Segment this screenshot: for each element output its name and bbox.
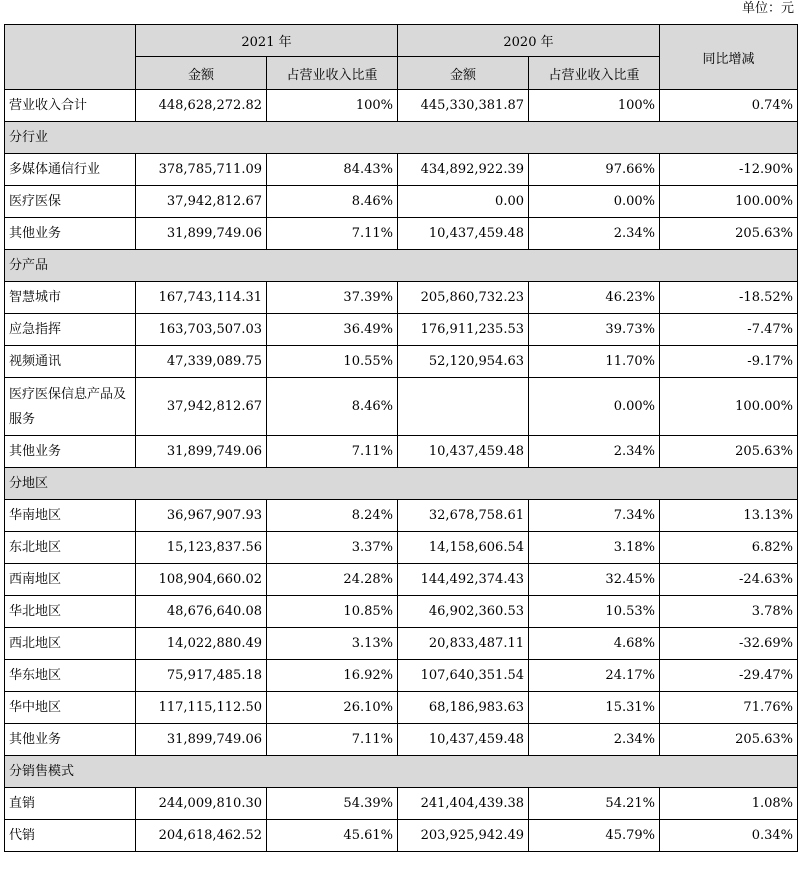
table-row xyxy=(5,788,798,820)
ratio-2021: 8.24% xyxy=(267,500,398,532)
ratio-2020: 54.21% xyxy=(529,788,660,820)
table-row xyxy=(5,564,798,596)
row-label: 华东地区 xyxy=(5,660,136,692)
amount-2020: 241,404,439.38 xyxy=(398,788,529,820)
ratio-2020: 97.66% xyxy=(529,154,660,186)
section-title: 分地区 xyxy=(5,468,798,500)
row-label: 直销 xyxy=(5,788,136,820)
table-row xyxy=(5,660,798,692)
amount-2020: 144,492,374.43 xyxy=(398,564,529,596)
header-amount-2021: 金额 xyxy=(136,57,267,90)
yoy-change: 6.82% xyxy=(660,532,798,564)
amount-2021: 31,899,749.06 xyxy=(136,724,267,756)
ratio-2020: 45.79% xyxy=(529,820,660,852)
row-label: 代销 xyxy=(5,820,136,852)
amount-2021: 378,785,711.09 xyxy=(136,154,267,186)
amount-2020: 32,678,758.61 xyxy=(398,500,529,532)
section-title: 分行业 xyxy=(5,122,798,154)
amount-2020: 52,120,954.63 xyxy=(398,346,529,378)
ratio-2021: 84.43% xyxy=(267,154,398,186)
table-row xyxy=(5,314,798,346)
header-empty-cell xyxy=(5,25,136,90)
amount-2021: 108,904,660.02 xyxy=(136,564,267,596)
ratio-2021: 16.92% xyxy=(267,660,398,692)
revenue-table xyxy=(4,24,798,852)
header-ratio-2020: 占营业收入比重 xyxy=(529,57,660,90)
unit-label: 单位：元 xyxy=(741,1,794,16)
row-label: 营业收入合计 xyxy=(5,90,136,122)
amount-2021: 37,942,812.67 xyxy=(136,378,267,436)
ratio-2021: 10.85% xyxy=(267,596,398,628)
yoy-change: 205.63% xyxy=(660,436,798,468)
table-row xyxy=(5,218,798,250)
ratio-2020: 0.00% xyxy=(529,186,660,218)
section-header-row xyxy=(5,756,798,788)
table-row xyxy=(5,692,798,724)
amount-2020: 0.00 xyxy=(398,186,529,218)
yoy-change: 205.63% xyxy=(660,218,798,250)
amount-2020: 107,640,351.54 xyxy=(398,660,529,692)
row-label: 华中地区 xyxy=(5,692,136,724)
ratio-2020: 2.34% xyxy=(529,724,660,756)
amount-2020: 46,902,360.53 xyxy=(398,596,529,628)
row-label: 应急指挥 xyxy=(5,314,136,346)
amount-2020 xyxy=(398,378,529,436)
ratio-2020: 11.70% xyxy=(529,346,660,378)
ratio-2021: 8.46% xyxy=(267,378,398,436)
row-label: 智慧城市 xyxy=(5,282,136,314)
table-row xyxy=(5,154,798,186)
yoy-change: -7.47% xyxy=(660,314,798,346)
ratio-2020: 10.53% xyxy=(529,596,660,628)
amount-2020: 10,437,459.48 xyxy=(398,724,529,756)
amount-2021: 204,618,462.52 xyxy=(136,820,267,852)
ratio-2021: 37.39% xyxy=(267,282,398,314)
section-title: 分产品 xyxy=(5,250,798,282)
section-header-row xyxy=(5,122,798,154)
table-row xyxy=(5,820,798,852)
row-label: 西北地区 xyxy=(5,628,136,660)
yoy-change: -29.47% xyxy=(660,660,798,692)
amount-2021: 14,022,880.49 xyxy=(136,628,267,660)
ratio-2021: 3.37% xyxy=(267,532,398,564)
amount-2020: 68,186,983.63 xyxy=(398,692,529,724)
ratio-2021: 45.61% xyxy=(267,820,398,852)
amount-2020: 14,158,606.54 xyxy=(398,532,529,564)
yoy-change: -24.63% xyxy=(660,564,798,596)
table-row xyxy=(5,628,798,660)
table-row xyxy=(5,724,798,756)
amount-2020: 10,437,459.48 xyxy=(398,436,529,468)
ratio-2020: 32.45% xyxy=(529,564,660,596)
amount-2021: 75,917,485.18 xyxy=(136,660,267,692)
header-yoy: 同比增减 xyxy=(660,25,798,90)
row-label: 视频通讯 xyxy=(5,346,136,378)
row-label: 其他业务 xyxy=(5,218,136,250)
amount-2020: 10,437,459.48 xyxy=(398,218,529,250)
ratio-2020: 24.17% xyxy=(529,660,660,692)
row-label: 东北地区 xyxy=(5,532,136,564)
ratio-2021: 26.10% xyxy=(267,692,398,724)
amount-2021: 448,628,272.82 xyxy=(136,90,267,122)
ratio-2021: 54.39% xyxy=(267,788,398,820)
yoy-change: -9.17% xyxy=(660,346,798,378)
amount-2021: 244,009,810.30 xyxy=(136,788,267,820)
amount-2020: 205,860,732.23 xyxy=(398,282,529,314)
amount-2021: 167,743,114.31 xyxy=(136,282,267,314)
ratio-2020: 7.34% xyxy=(529,500,660,532)
ratio-2020: 4.68% xyxy=(529,628,660,660)
row-label: 西南地区 xyxy=(5,564,136,596)
ratio-2020: 2.34% xyxy=(529,218,660,250)
ratio-2020: 3.18% xyxy=(529,532,660,564)
yoy-change: 71.76% xyxy=(660,692,798,724)
row-label: 其他业务 xyxy=(5,436,136,468)
yoy-change: -12.90% xyxy=(660,154,798,186)
header-ratio-2021: 占营业收入比重 xyxy=(267,57,398,90)
amount-2021: 31,899,749.06 xyxy=(136,436,267,468)
amount-2020: 20,833,487.11 xyxy=(398,628,529,660)
amount-2021: 15,123,837.56 xyxy=(136,532,267,564)
ratio-2020: 39.73% xyxy=(529,314,660,346)
ratio-2020: 0.00% xyxy=(529,378,660,436)
ratio-2021: 3.13% xyxy=(267,628,398,660)
ratio-2021: 8.46% xyxy=(267,186,398,218)
ratio-2021: 10.55% xyxy=(267,346,398,378)
yoy-change: -18.52% xyxy=(660,282,798,314)
section-title: 分销售模式 xyxy=(5,756,798,788)
ratio-2020: 46.23% xyxy=(529,282,660,314)
table-row xyxy=(5,596,798,628)
table-row xyxy=(5,378,798,436)
row-label: 华南地区 xyxy=(5,500,136,532)
yoy-change: 0.34% xyxy=(660,820,798,852)
header-year-2020: 2020 年 xyxy=(398,25,660,57)
row-label: 多媒体通信行业 xyxy=(5,154,136,186)
header-amount-2020: 金额 xyxy=(398,57,529,90)
amount-2021: 36,967,907.93 xyxy=(136,500,267,532)
amount-2021: 48,676,640.08 xyxy=(136,596,267,628)
amount-2021: 163,703,507.03 xyxy=(136,314,267,346)
amount-2021: 37,942,812.67 xyxy=(136,186,267,218)
table-row xyxy=(5,282,798,314)
table-row xyxy=(5,346,798,378)
yoy-change: 3.78% xyxy=(660,596,798,628)
ratio-2021: 100% xyxy=(267,90,398,122)
ratio-2020: 100% xyxy=(529,90,660,122)
header-year-2021: 2021 年 xyxy=(136,25,398,57)
yoy-change: 205.63% xyxy=(660,724,798,756)
yoy-change: 13.13% xyxy=(660,500,798,532)
ratio-2021: 7.11% xyxy=(267,218,398,250)
amount-2021: 31,899,749.06 xyxy=(136,218,267,250)
yoy-change: 100.00% xyxy=(660,186,798,218)
total-row xyxy=(5,90,798,122)
amount-2020: 176,911,235.53 xyxy=(398,314,529,346)
yoy-change: 100.00% xyxy=(660,378,798,436)
amount-2021: 117,115,112.50 xyxy=(136,692,267,724)
table-row xyxy=(5,436,798,468)
amount-2020: 203,925,942.49 xyxy=(398,820,529,852)
amount-2021: 47,339,089.75 xyxy=(136,346,267,378)
row-label: 医疗医保 xyxy=(5,186,136,218)
ratio-2021: 24.28% xyxy=(267,564,398,596)
ratio-2020: 15.31% xyxy=(529,692,660,724)
amount-2020: 445,330,381.87 xyxy=(398,90,529,122)
section-header-row xyxy=(5,250,798,282)
ratio-2021: 36.49% xyxy=(267,314,398,346)
row-label: 其他业务 xyxy=(5,724,136,756)
row-label: 华北地区 xyxy=(5,596,136,628)
table-row xyxy=(5,500,798,532)
amount-2020: 434,892,922.39 xyxy=(398,154,529,186)
yoy-change: 0.74% xyxy=(660,90,798,122)
table-row xyxy=(5,186,798,218)
ratio-2021: 7.11% xyxy=(267,436,398,468)
ratio-2020: 2.34% xyxy=(529,436,660,468)
yoy-change: -32.69% xyxy=(660,628,798,660)
table-row xyxy=(5,532,798,564)
section-header-row xyxy=(5,468,798,500)
yoy-change: 1.08% xyxy=(660,788,798,820)
row-label: 医疗医保信息产品及服务 xyxy=(5,378,136,436)
ratio-2021: 7.11% xyxy=(267,724,398,756)
